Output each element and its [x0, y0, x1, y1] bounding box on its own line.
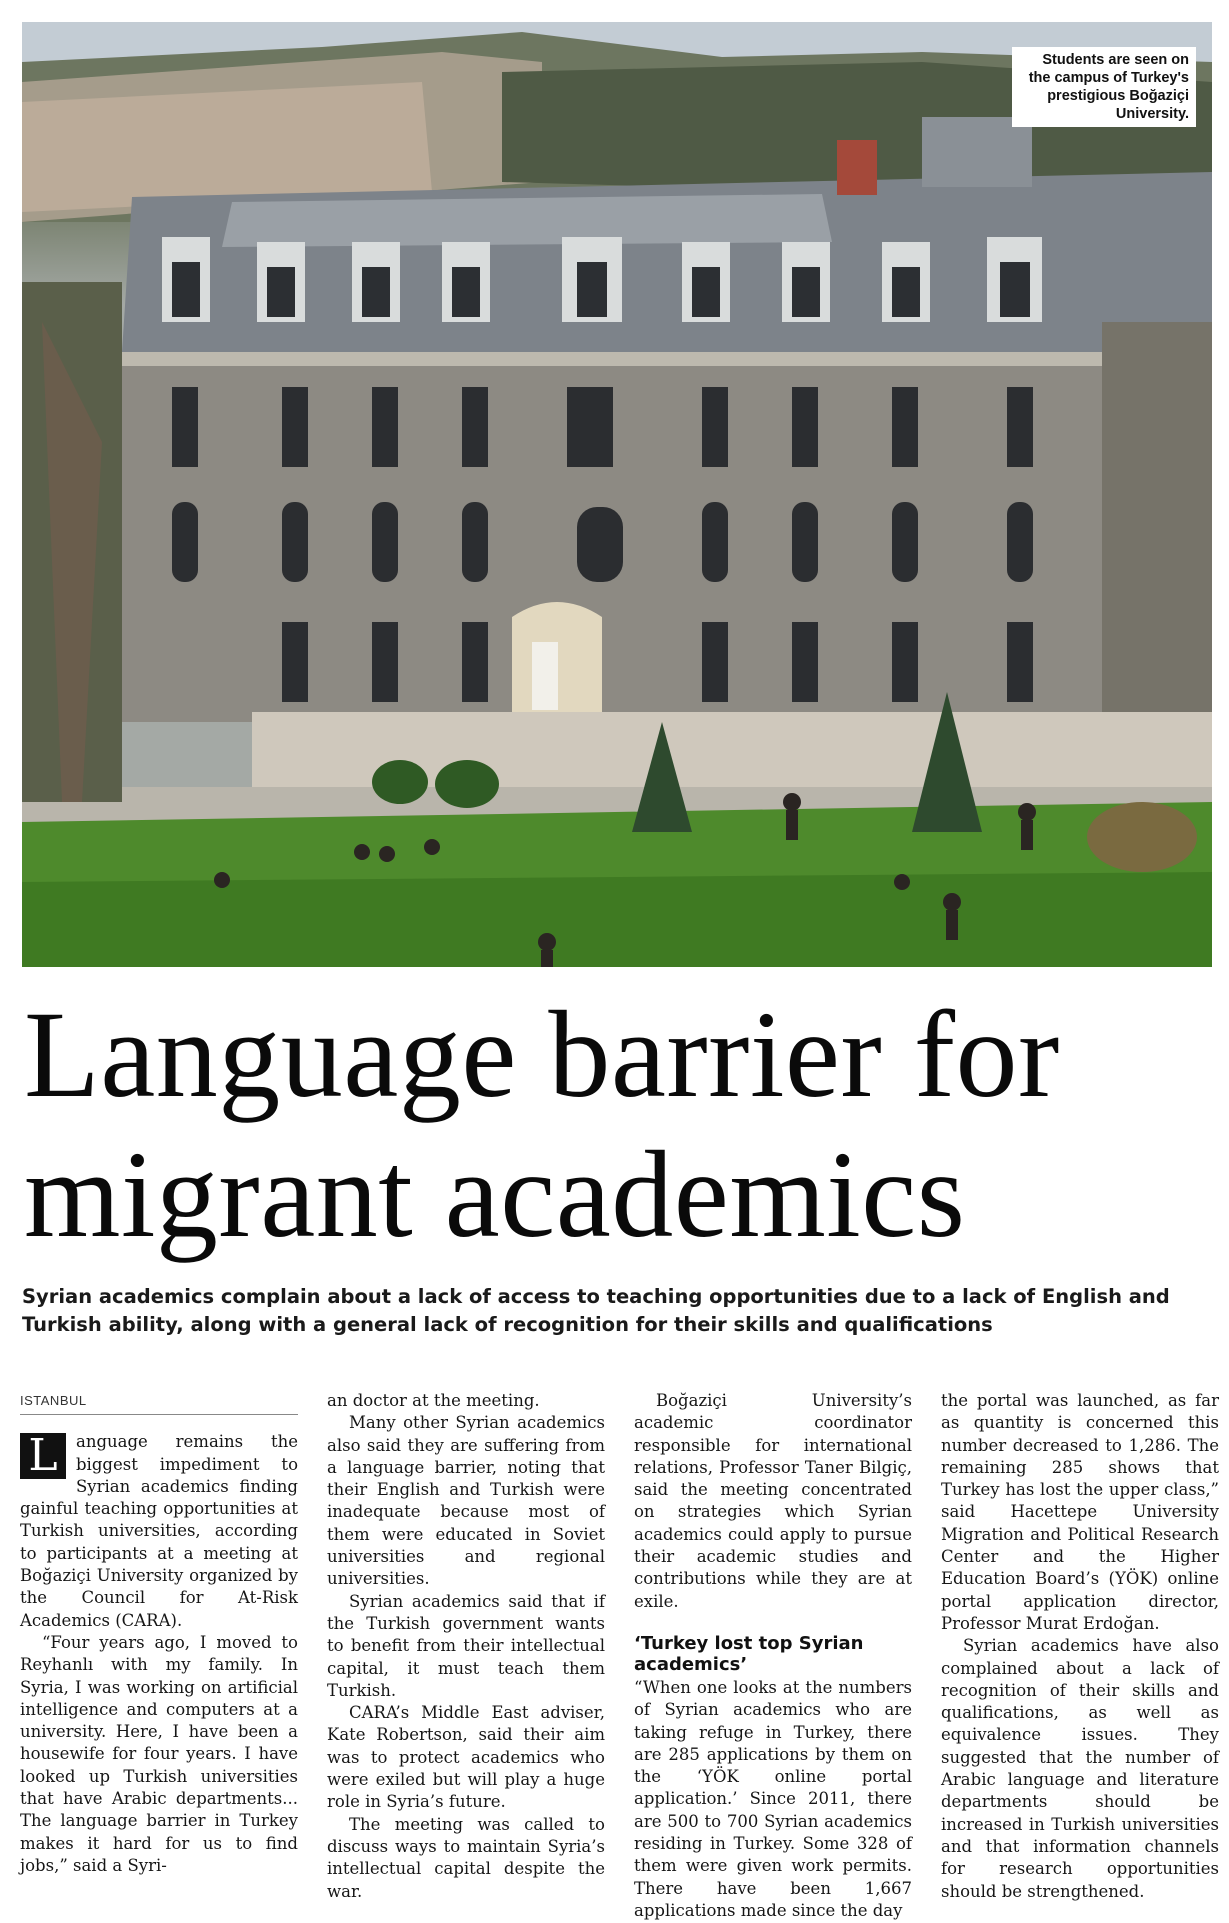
campus-illustration — [22, 22, 1212, 967]
article-column-2 — [327, 1390, 605, 1910]
drop-cap: L — [20, 1433, 66, 1479]
paragraph: The meeting was called to discuss ways to maintain Syria’s intellectual capital despite the war. — [327, 1814, 605, 1901]
paragraph: Syrian academics have also complained about a lack of recognition of their skills and qualifications, as well as equivalence issues. They suggested that the number of Arabic language and literature departments should be increased in Turkish universities and that information channels for research opportunities should be strengthened. — [941, 1636, 1219, 1901]
paragraph: CARA’s Middle East adviser, Kate Robertson, said their aim was to protect academics who were exiled but will play a huge role in Syria’s future. — [327, 1703, 605, 1812]
paragraph: “When one looks at the numbers of Syrian academics who are taking refuge in Turkey, there are 285 applications by them on the ‘YÖK online portal application.’ Since 2011, there are 500 to 700 Syrian academics residing in Turkey. Some 328 of them were given work permits. There have been 1,667 applications made since the day — [634, 1677, 912, 1920]
paragraph: Boğaziçi University’s academic coordinator responsible for international relations, Professor Taner Bilgiç, said the meeting concentrated on strategies which Syrian academics could apply to pursue their academic studies and contributions while they are at exile. — [634, 1391, 912, 1611]
dateline: ISTANBUL — [20, 1390, 298, 1415]
paragraph — [20, 1431, 298, 1632]
campus-photo — [22, 22, 1212, 967]
article-column-4 — [941, 1390, 1219, 1910]
paragraph: the portal was launched, as far as quantity is concerned this number decreased to 1,286. The remaining 285 shows that Turkey has lost the upper class,” said Hacettepe University Migration and Political Research Center and the Higher Education Board’s (YÖK) online portal application director, Professor Murat Erdoğan. — [941, 1391, 1219, 1633]
article-column-3 — [634, 1390, 912, 1920]
headline: Language barrier for migrant academics — [24, 986, 1060, 1263]
paragraph-text: anguage remains the biggest impediment to Syrian academics finding gainful teaching opportunities at Turkish universities, according to participants at a meeting at Boğaziçi University organized by the Council for At-Risk Academics (CARA). — [20, 1432, 298, 1630]
chimney — [837, 140, 877, 195]
photo-caption: Students are seen on the campus of Turkey's prestigious Boğaziçi University. — [1012, 47, 1196, 127]
paragraph: an doctor at the meeting. — [327, 1391, 540, 1410]
section-subhead: ‘Turkey lost top Syrian academics’ — [634, 1632, 864, 1675]
deck-subheadline: Syrian academics complain about a lack of access to teaching opportunities due to a lack of English and Turkish ability, along with a general lack of recognition for their skills and qualifications — [22, 1285, 1170, 1336]
paragraph: “Four years ago, I moved to Reyhanlı with my family. In Syria, I was working on artificial intelligence and computers at a university. Here, I have been a housewife for four years. I have looked up Turkish universities that have Arabic departments... The language barrier in Turkey makes it hard for us to find jobs,” said a Syri- — [20, 1632, 298, 1875]
article-column-1 — [20, 1390, 298, 1910]
paragraph: Syrian academics said that if the Turkish government wants to benefit from their intellectual capital, it must teach them Turkish. — [327, 1591, 605, 1700]
paragraph: Many other Syrian academics also said they are suffering from a language barrier, noting that their English and Turkish were inadequate because most of them were educated in Soviet universities and regional universities. — [327, 1413, 605, 1589]
